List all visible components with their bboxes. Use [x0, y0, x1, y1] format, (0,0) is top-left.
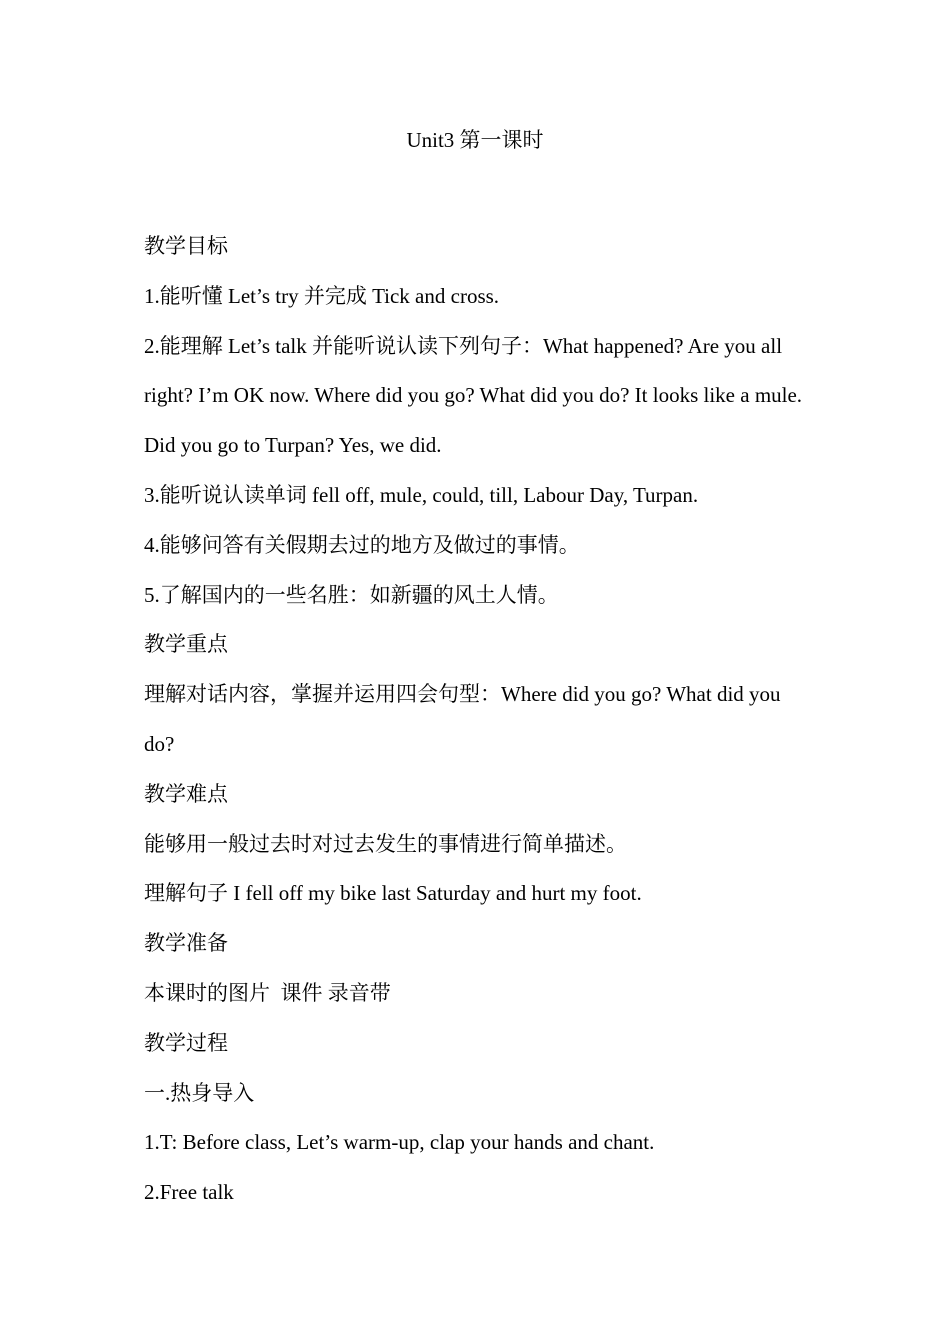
key-points-heading: 教学重点	[144, 632, 228, 657]
objective-1: 1.能听懂 Let’s try 并完成 Tick and cross.	[144, 283, 500, 308]
objectives-heading: 教学目标	[144, 234, 228, 258]
preparation-text: 本课时的图片 课件 录音带	[144, 980, 391, 1005]
objective-4: 4.能够问答有关假期去过的地方及做过的事情。	[144, 532, 580, 557]
difficulties-line-2: 理解句子 I fell off my bike last Saturday and hurt my foot.	[144, 881, 642, 906]
document-title: Unit3 第一课时	[406, 128, 544, 152]
key-points-text: 理解对话内容，掌握并运用四会句型：Where did you go? What did you do?	[144, 682, 781, 756]
objective-5: 5.了解国内的一些名胜：如新疆的风土人情。	[144, 582, 559, 607]
objective-2: 2.能理解 Let’s talk 并能听说认读下列句子：What happened? Are you all right? I’m OK now. Where did you go? What did you do? It looks like a mule. Did you go to Turpan? Yes, we did.	[144, 333, 803, 458]
document-body	[144, 222, 809, 1218]
objective-3: 3.能听说认读单词 fell off, mule, could, till, Labour Day, Turpan.	[144, 482, 699, 507]
difficulties-heading: 教学难点	[144, 781, 228, 806]
warmup-line-2: 2.Free talk	[144, 1180, 234, 1205]
warmup-line-1: 1.T: Before class, Let’s warm-up, clap your hands and chant.	[144, 1130, 655, 1155]
process-heading: 教学过程	[144, 1030, 228, 1055]
warmup-heading: 一.热身导入	[144, 1080, 255, 1105]
difficulties-line-1: 能够用一般过去时对过去发生的事情进行简单描述。	[144, 831, 627, 856]
preparation-heading: 教学准备	[144, 931, 228, 956]
